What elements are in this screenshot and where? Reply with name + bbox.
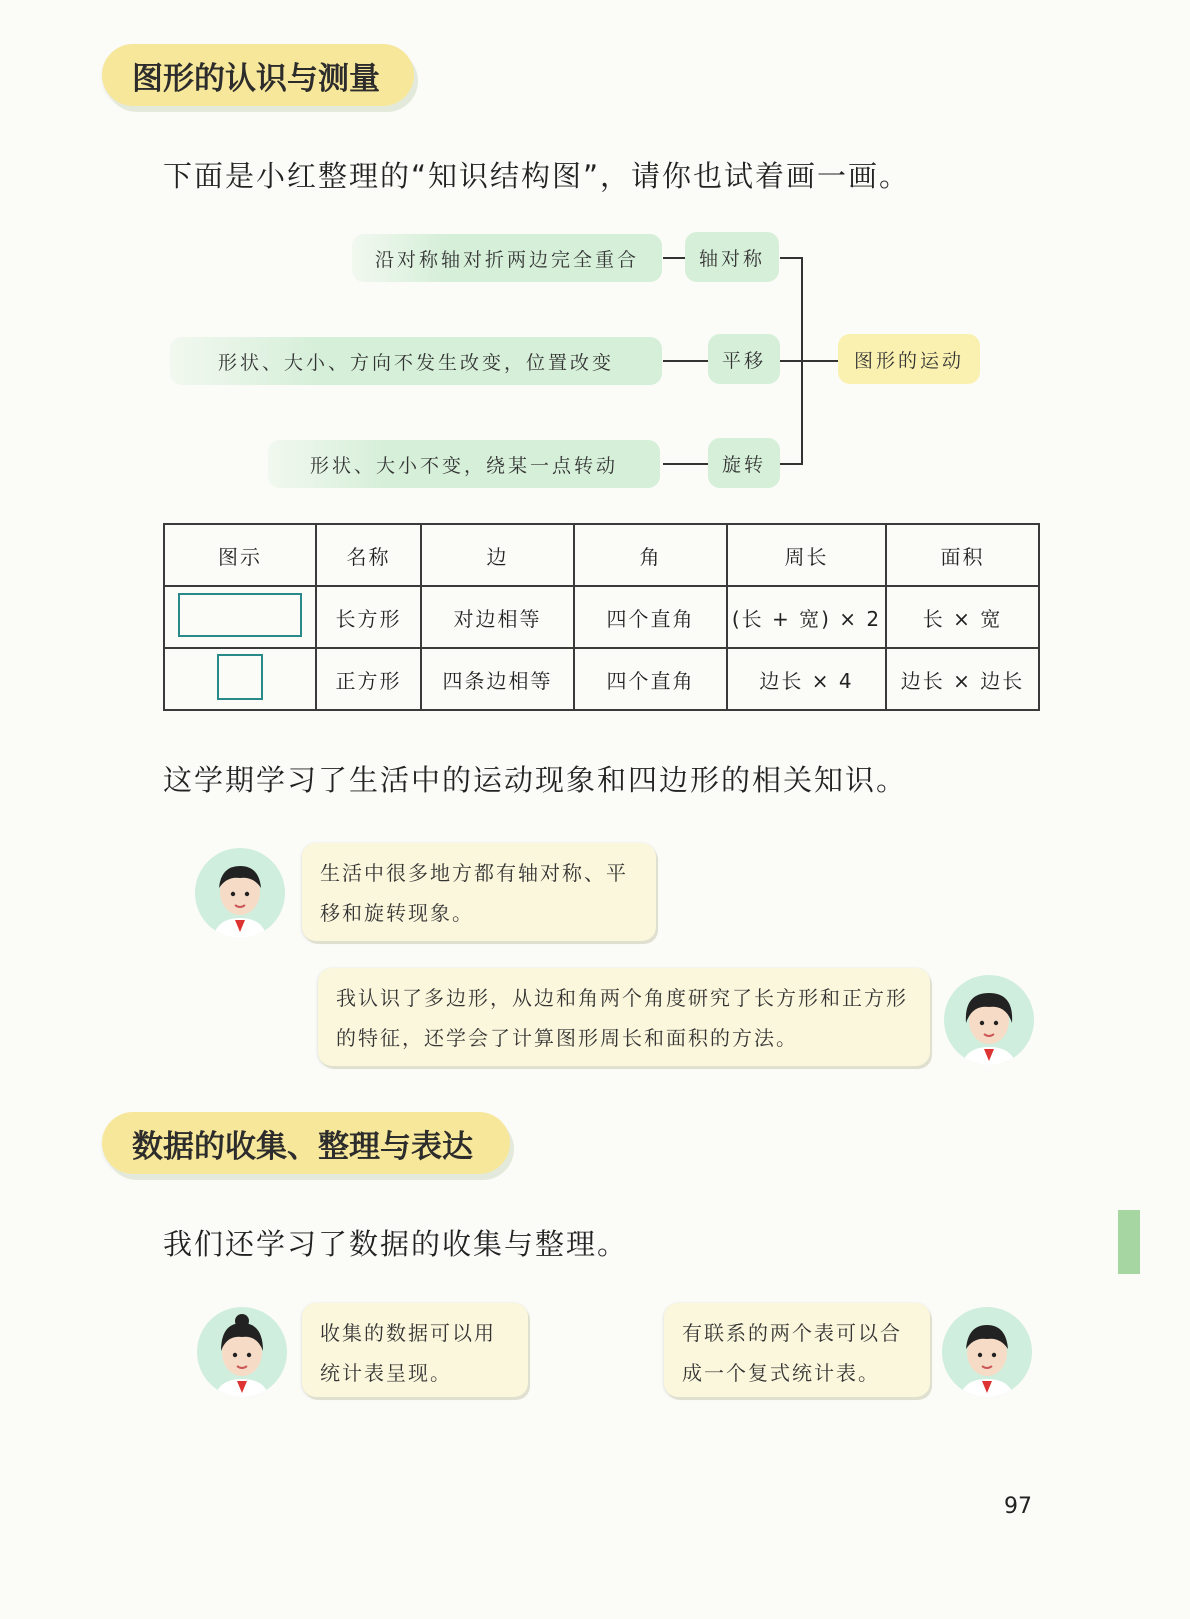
section-title: 图形的认识与测量 <box>132 60 380 97</box>
header-cell: 边 <box>421 524 574 586</box>
header-cell: 名称 <box>316 524 421 586</box>
bubble-text: 我认识了多边形，从边和角两个角度研究了长方形和正方形的特征，还学会了计算图形周长和面积的方法。 <box>336 986 908 1050</box>
label-box-axis-symmetry: 轴对称 <box>685 232 779 282</box>
table-row <box>164 648 1039 710</box>
bracket-line <box>802 360 838 362</box>
table-header-row <box>164 524 1039 586</box>
label-box-rotation: 旋转 <box>708 438 780 488</box>
girl-avatar-icon <box>197 1307 287 1397</box>
shapes-table <box>163 523 1040 711</box>
page-number: 97 <box>1004 1494 1032 1519</box>
bracket-line <box>780 257 802 259</box>
center-box-shape-motion: 图形的运动 <box>838 334 980 384</box>
desc-box-rotation: 形状、大小不变，绕某一点转动 <box>268 440 660 488</box>
rectangle-shape <box>178 593 302 637</box>
bracket-line <box>780 360 802 362</box>
summary-text: 这学期学习了生活中的运动现象和四边形的相关知识。 <box>163 763 908 797</box>
cell-angle: 四个直角 <box>574 586 727 648</box>
boy-avatar-icon <box>195 848 285 938</box>
boy-avatar-icon <box>942 1307 1032 1397</box>
header-cell: 面积 <box>886 524 1039 586</box>
cell-area: 边长 × 边长 <box>886 648 1039 710</box>
cell-figure <box>164 648 316 710</box>
intro-text-data: 我们还学习了数据的收集与整理。 <box>163 1227 629 1261</box>
bracket-line <box>780 463 802 465</box>
square-shape <box>217 654 263 700</box>
connector-line <box>663 463 708 465</box>
header-cell: 角 <box>574 524 727 586</box>
cell-figure <box>164 586 316 648</box>
connector-line <box>663 360 708 362</box>
speech-bubble-boy <box>302 843 656 941</box>
chapter-tab-marker <box>1118 1210 1140 1274</box>
section-header-geometry <box>102 44 414 106</box>
section-header-data <box>102 1112 510 1174</box>
speech-bubble-girl <box>318 968 930 1066</box>
cell-name: 长方形 <box>316 586 421 648</box>
desc-box-translation: 形状、大小、方向不发生改变，位置改变 <box>170 337 662 385</box>
header-cell: 周长 <box>727 524 886 586</box>
girl-avatar-icon <box>944 975 1034 1065</box>
speech-bubble-girl-data <box>302 1303 528 1397</box>
cell-perimeter: (长 + 宽) × 2 <box>727 586 886 648</box>
cell-side: 对边相等 <box>421 586 574 648</box>
desc-box-axis-symmetry: 沿对称轴对折两边完全重合 <box>352 234 662 282</box>
cell-side: 四条边相等 <box>421 648 574 710</box>
intro-text: 下面是小红整理的“知识结构图”，请你也试着画一画。 <box>163 159 911 193</box>
label-box-translation: 平移 <box>708 334 780 384</box>
section-title: 数据的收集、整理与表达 <box>132 1128 473 1165</box>
table-row <box>164 586 1039 648</box>
speech-bubble-boy-data <box>664 1303 930 1397</box>
cell-name: 正方形 <box>316 648 421 710</box>
bubble-text: 有联系的两个表可以合成一个复式统计表。 <box>682 1321 902 1385</box>
bubble-text: 收集的数据可以用统计表呈现。 <box>320 1321 496 1385</box>
connector-line <box>663 257 685 259</box>
cell-area: 长 × 宽 <box>886 586 1039 648</box>
cell-angle: 四个直角 <box>574 648 727 710</box>
header-cell: 图示 <box>164 524 316 586</box>
bubble-text: 生活中很多地方都有轴对称、平移和旋转现象。 <box>320 861 628 925</box>
cell-perimeter: 边长 × 4 <box>727 648 886 710</box>
